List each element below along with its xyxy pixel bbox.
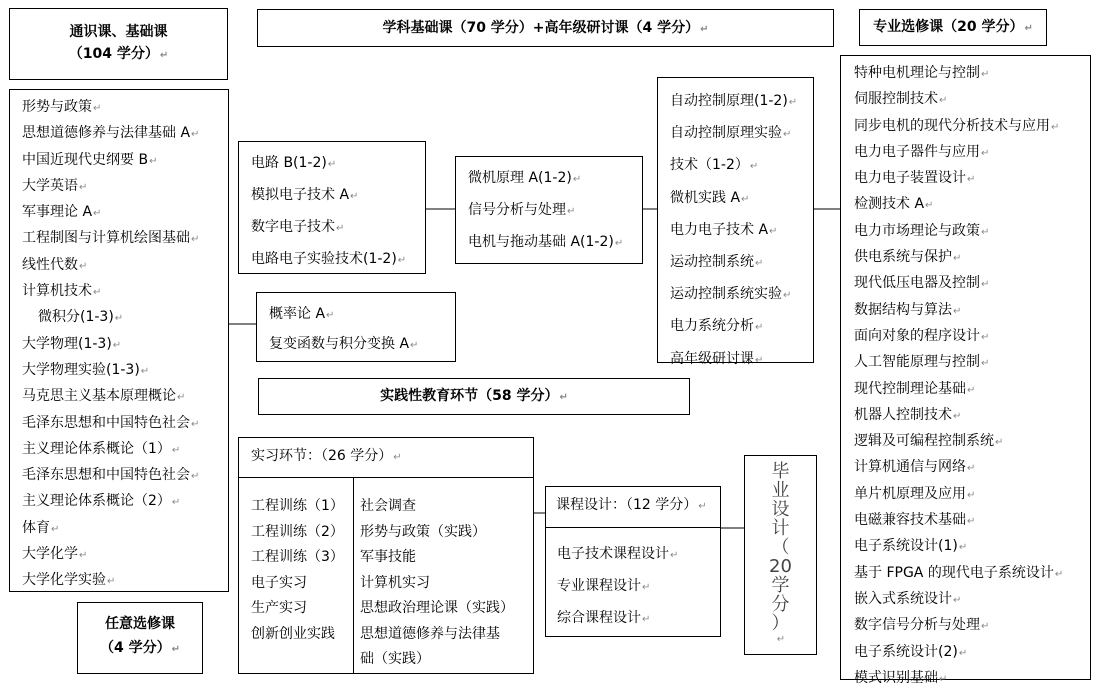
major-elective-item <box>854 350 1063 376</box>
internship-left-item <box>251 520 344 546</box>
circuit-courses-list <box>251 148 406 276</box>
course-design-item-label: 综合课程设计 <box>557 610 641 626</box>
paragraph-mark: ↵ <box>171 497 181 509</box>
general-course-item-label: 主义理论体系概论（2） <box>22 493 171 510</box>
course-design-box <box>545 486 721 637</box>
general-course-item-label: 马克思主义基本原理概论 <box>22 388 176 405</box>
general-course-item <box>22 358 199 384</box>
general-course-item-label: 计算机技术 <box>22 283 92 300</box>
major-elective-item <box>854 482 1063 508</box>
major-elective-item-label: 电力电子器件与应用 <box>854 143 980 160</box>
circuit-course-item <box>251 148 406 180</box>
major-elective-item-label: 数字信号分析与处理 <box>854 617 980 634</box>
control-course-item <box>670 215 797 247</box>
paragraph-mark: ↵ <box>953 253 962 265</box>
circuit-course-item-label: 电路 B(1-2) <box>251 155 327 171</box>
circuit-course-item-label: 模拟电子技术 A <box>251 187 350 203</box>
paragraph-mark: ↵ <box>326 310 335 321</box>
paragraph-mark: ↵ <box>953 594 962 606</box>
course-design-title: 课程设计：（12 学分）↵ <box>556 497 707 513</box>
general-course-item <box>22 568 199 594</box>
general-course-item-label: 线性代数 <box>22 256 78 273</box>
course-design-list <box>557 539 678 635</box>
internship-left-item <box>251 494 344 520</box>
paragraph-mark: ↵ <box>93 208 102 220</box>
internship-left-item <box>251 571 344 597</box>
paragraph-mark: ↵ <box>958 542 968 554</box>
paragraph-mark: ↵ <box>79 260 88 272</box>
general-course-item-label: 大学英语 <box>22 177 78 194</box>
major-elective-item <box>854 403 1063 429</box>
internship-right-item-label: 形势与政策（实践） <box>360 523 486 540</box>
internship-left-item-label: 工程训练（3） <box>251 549 344 565</box>
circuit-course-item <box>251 244 406 276</box>
discipline-courses-header: 学科基础课（70 学分）+高年级研讨课（4 学分）↵ <box>257 9 834 47</box>
internship-left-item-label: 电子实习 <box>251 574 307 591</box>
paragraph-mark: ↵ <box>981 331 990 343</box>
major-elective-item-label: 现代低压电器及控制 <box>854 275 980 292</box>
internship-left-item <box>251 622 344 648</box>
general-course-item-label: 大学物理实验(1-3) <box>22 361 140 378</box>
general-course-item <box>22 200 199 226</box>
math-course-item-label: 复变函数与积分变换 A <box>269 336 410 352</box>
major-elective-item <box>854 140 1063 166</box>
graduation-char: 毕 <box>771 461 790 482</box>
control-course-item-label: 自动控制原理实验 <box>670 125 782 142</box>
free-electives-line1: 任意选修课 <box>105 616 175 632</box>
general-course-item <box>22 279 199 305</box>
paragraph-mark: ↵ <box>572 174 582 185</box>
major-elective-item-label: 特种电机理论与控制 <box>854 65 980 81</box>
paragraph-mark: ↵ <box>755 258 764 270</box>
micro-course-item-label: 电机与拖动基础 A(1-2) <box>468 234 614 250</box>
general-course-item <box>22 226 199 252</box>
general-course-item <box>22 95 199 121</box>
general-course-item-label: 中国近现代史纲要 B <box>22 151 149 168</box>
major-elective-item-label: 电力电子装置设计 <box>854 170 966 187</box>
paragraph-mark: ↵ <box>191 418 200 430</box>
paragraph-mark: ↵ <box>981 69 990 80</box>
paragraph-mark: ↵ <box>783 290 792 302</box>
general-course-item-label: 大学化学 <box>22 546 78 563</box>
course-design-divider <box>546 527 721 528</box>
control-course-item <box>670 118 797 150</box>
paragraph-mark: ↵ <box>783 129 792 141</box>
internship-right-item-label: 社会调查 <box>360 498 416 514</box>
general-header-line1: 通识课、基础课 <box>69 24 168 40</box>
control-course-item <box>670 279 797 311</box>
circuit-course-item-label: 数字电子技术 <box>251 219 335 235</box>
general-course-item-label: 微积分(1-3) <box>38 309 114 326</box>
graduation-char: ） <box>771 613 790 634</box>
major-elective-item-label: 逻辑及可编程控制系统 <box>854 433 994 450</box>
general-course-item-label: 形势与政策 <box>22 99 92 115</box>
course-design-item-label: 专业课程设计 <box>557 578 641 594</box>
control-course-item <box>670 150 797 182</box>
control-courses-box <box>657 77 814 367</box>
general-courses-header <box>9 8 228 80</box>
graduation-char: 分 <box>771 594 790 615</box>
internship-left-item-label: 生产实习 <box>251 600 307 616</box>
paragraph-mark: ↵ <box>967 463 976 475</box>
major-elective-item-label: 电子系统设计(2) <box>854 643 958 660</box>
internship-right-item-label: 军事技能 <box>360 549 416 565</box>
graduation-char: 业 <box>771 480 790 501</box>
internship-right-list <box>360 494 514 673</box>
paragraph-mark: ↵ <box>567 206 576 217</box>
major-elective-item-label: 同步电机的现代分析技术与应用 <box>854 117 1050 134</box>
micro-courses-box <box>455 156 643 264</box>
paragraph-mark: ↵ <box>93 103 102 114</box>
internship-right-item <box>360 520 514 546</box>
general-course-item <box>22 384 199 410</box>
major-elective-item-label: 人工智能原理与控制 <box>854 354 980 371</box>
graduation-char: 计 <box>771 518 790 539</box>
major-elective-item <box>854 271 1063 297</box>
course-design-item <box>557 571 678 603</box>
control-course-item <box>670 183 797 215</box>
paragraph-mark: ↵ <box>981 621 990 633</box>
paragraph-mark: ↵ <box>741 193 750 205</box>
major-elective-item <box>854 245 1063 271</box>
control-courses-list <box>670 86 797 376</box>
control-course-item <box>670 344 797 376</box>
paragraph-mark: ↵ <box>939 95 948 107</box>
course-design-item <box>557 539 678 571</box>
general-course-item <box>22 174 199 200</box>
major-electives-list <box>854 61 1063 692</box>
internship-right-item <box>360 622 514 648</box>
internship-right-item <box>360 647 514 673</box>
paragraph-mark: ↵ <box>327 159 337 170</box>
paragraph-mark: ↵ <box>953 305 962 317</box>
paragraph-mark: ↵ <box>177 392 186 404</box>
general-course-item-label: 毛泽东思想和中国特色社会 <box>22 414 190 431</box>
internship-right-item-label: 计算机实习 <box>360 574 430 591</box>
micro-course-item <box>468 195 623 227</box>
control-course-item-label: 高年级研讨课 <box>670 350 754 367</box>
paragraph-mark: ↵ <box>981 226 990 238</box>
general-course-item <box>22 253 199 279</box>
major-elective-item-label: 伺服控制技术 <box>854 91 938 108</box>
paragraph-mark: ↵ <box>191 129 200 141</box>
internship-right-item <box>360 545 514 571</box>
general-course-item <box>22 542 199 568</box>
internship-right-item-label: 思想政治理论课（实践） <box>360 600 514 616</box>
paragraph-mark: ↵ <box>1054 568 1064 580</box>
paragraph-mark: ↵ <box>171 444 181 456</box>
control-course-item <box>670 311 797 343</box>
graduation-char: （ <box>771 537 790 558</box>
major-elective-item <box>854 219 1063 245</box>
paragraph-mark: ↵ <box>967 489 976 501</box>
internship-left-item-label: 创新创业实践 <box>251 625 335 642</box>
general-course-item-label: 大学物理(1-3) <box>22 335 112 352</box>
paragraph-mark: ↵ <box>958 647 968 659</box>
paragraph-mark: ↵ <box>967 174 976 186</box>
major-elective-item <box>854 429 1063 455</box>
major-elective-item <box>854 61 1063 87</box>
internship-left-list <box>251 494 344 647</box>
internship-left-item-label: 工程训练（2） <box>251 523 344 540</box>
internship-right-item <box>360 494 514 520</box>
major-elective-item-label: 检测技术 A <box>854 196 925 213</box>
major-elective-item-label: 面向对象的程序设计 <box>854 327 980 344</box>
major-elective-item <box>854 534 1063 560</box>
general-header-line2: （104 学分）↵ <box>68 46 169 62</box>
math-course-item <box>269 330 418 360</box>
paragraph-mark: ↵ <box>967 384 976 396</box>
paragraph-mark: ↵ <box>953 410 962 422</box>
major-elective-item-label: 数据结构与算法 <box>854 301 952 318</box>
control-course-item-label: 运动控制系统实验 <box>670 286 782 303</box>
free-electives-box <box>77 602 203 674</box>
internship-box <box>238 437 534 674</box>
paragraph-mark: ↵ <box>642 614 651 625</box>
general-course-item <box>22 463 199 489</box>
paragraph-mark: ↵ <box>107 576 116 588</box>
major-elective-item <box>854 455 1063 481</box>
graduation-design-text <box>745 462 816 647</box>
general-course-item-label: 思想道德修养与法律基础 A <box>22 125 191 142</box>
paragraph-mark: ↵ <box>1051 121 1060 133</box>
graduation-char: 学 <box>771 575 790 596</box>
major-elective-item <box>854 114 1063 140</box>
paragraph-mark: ↵ <box>191 471 200 483</box>
internship-left-item <box>251 596 344 622</box>
major-elective-item <box>854 561 1063 587</box>
course-design-item <box>557 603 678 635</box>
circuit-courses-box <box>238 141 426 274</box>
micro-courses-list <box>468 163 623 259</box>
general-course-item-label: 工程制图与计算机绘图基础 <box>22 230 190 247</box>
paragraph-mark: ↵ <box>749 161 759 173</box>
internship-left-item <box>251 545 344 571</box>
practice-header: 实践性教育环节（58 学分）↵ <box>258 378 690 415</box>
major-elective-item-label: 模式识别基础 <box>854 669 938 686</box>
course-design-item-label: 电子技术课程设计 <box>557 546 669 562</box>
general-course-item-label: 大学化学实验 <box>22 572 106 589</box>
major-elective-item-label: 电子系统设计(1) <box>854 538 958 555</box>
major-elective-item <box>854 508 1063 534</box>
micro-course-item <box>468 163 623 195</box>
internship-right-item-label: 础（实践） <box>360 651 430 667</box>
paragraph-mark: ↵ <box>397 255 407 266</box>
paragraph-mark: ↵ <box>788 97 798 108</box>
general-course-item-label: 体育 <box>22 519 50 536</box>
paragraph-mark: ↵ <box>755 322 764 334</box>
paragraph-mark: ↵ <box>350 191 359 202</box>
micro-course-item-label: 信号分析与处理 <box>468 202 566 218</box>
general-courses-list <box>22 95 199 595</box>
major-elective-item-label: 现代控制理论基础 <box>854 380 966 397</box>
major-elective-item <box>854 298 1063 324</box>
graduation-design-box <box>744 455 817 655</box>
major-elective-item-label: 机器人控制技术 <box>854 406 952 423</box>
paragraph-mark: ↵ <box>755 354 764 366</box>
major-electives-box <box>840 55 1091 686</box>
math-course-item-label: 概率论 A <box>269 306 326 322</box>
general-course-item-label: 主义理论体系概论（1） <box>22 440 171 457</box>
control-course-item-label: 自动控制原理(1-2) <box>670 93 788 109</box>
internship-divider-v <box>353 477 354 674</box>
circuit-course-item <box>251 212 406 244</box>
major-elective-item-label: 嵌入式系统设计 <box>854 590 952 607</box>
general-course-item <box>22 305 199 331</box>
major-elective-item-label: 计算机通信与网络 <box>854 459 966 476</box>
major-elective-item <box>854 587 1063 613</box>
general-course-item <box>22 411 199 437</box>
control-course-item-label: 微机实践 A <box>670 189 741 206</box>
general-courses-box <box>9 89 229 592</box>
paragraph-mark: ↵ <box>336 223 345 234</box>
circuit-course-item-label: 电路电子实验技术(1-2) <box>251 251 397 267</box>
internship-divider-h <box>239 477 534 478</box>
control-course-item-label: 电力电子技术 A <box>670 221 769 238</box>
control-course-item <box>670 247 797 279</box>
micro-course-item-label: 微机原理 A(1-2) <box>468 170 572 186</box>
paragraph-mark: ↵ <box>981 358 990 370</box>
major-elective-item <box>854 166 1063 192</box>
paragraph-mark: ↵ <box>642 582 651 593</box>
paragraph-mark: ↵ <box>925 200 934 212</box>
paragraph-mark: ↵ <box>614 238 624 249</box>
major-elective-item <box>854 324 1063 350</box>
major-elective-item <box>854 87 1063 113</box>
graduation-char: 设 <box>771 499 790 520</box>
internship-right-item <box>360 596 514 622</box>
micro-course-item <box>468 227 623 259</box>
paragraph-mark: ↵ <box>410 340 419 351</box>
internship-left-item-label: 工程训练（1） <box>251 498 344 514</box>
major-elective-item-label: 电磁兼容技术基础 <box>854 512 966 529</box>
math-course-item <box>269 300 418 330</box>
general-course-item-label: 毛泽东思想和中国特色社会 <box>22 467 190 484</box>
general-course-item <box>22 148 199 174</box>
control-course-item-label: 电力系统分析 <box>670 318 754 335</box>
paragraph-mark: ↵ <box>79 550 88 562</box>
major-electives-header: 专业选修课（20 学分）↵ <box>859 9 1047 46</box>
general-course-item <box>22 516 199 542</box>
major-elective-item <box>854 377 1063 403</box>
paragraph-mark: ↵ <box>776 634 786 645</box>
major-elective-item-label: 电力市场理论与政策 <box>854 222 980 239</box>
control-course-item <box>670 86 797 118</box>
major-elective-item-label: 基于 FPGA 的现代电子系统设计 <box>854 564 1054 581</box>
paragraph-mark: ↵ <box>93 287 102 299</box>
major-elective-item-label: 单片机原理及应用 <box>854 485 966 502</box>
major-elective-item <box>854 613 1063 639</box>
paragraph-mark: ↵ <box>79 181 88 193</box>
internship-right-item <box>360 571 514 597</box>
general-course-item <box>22 332 199 358</box>
paragraph-mark: ↵ <box>769 225 778 237</box>
general-course-item <box>22 437 199 463</box>
major-elective-item <box>854 640 1063 666</box>
control-course-item-label: 技术（1-2） <box>670 157 749 174</box>
major-elective-item <box>854 666 1063 692</box>
internship-title: 实习环节：（26 学分）↵ <box>251 448 402 464</box>
circuit-course-item <box>251 180 406 212</box>
general-course-item <box>22 121 199 147</box>
paragraph-mark: ↵ <box>981 279 990 291</box>
internship-right-item-label: 思想道德修养与法律基 <box>360 625 500 642</box>
graduation-char: 20 <box>769 556 792 577</box>
paragraph-mark: ↵ <box>995 437 1004 449</box>
major-elective-item <box>854 192 1063 218</box>
math-courses-box <box>256 292 456 362</box>
paragraph-mark: ↵ <box>112 339 122 351</box>
general-course-item-label: 军事理论 A <box>22 204 93 221</box>
paragraph-mark: ↵ <box>114 313 124 325</box>
paragraph-mark: ↵ <box>670 550 679 561</box>
math-courses-list <box>269 300 418 360</box>
paragraph-mark: ↵ <box>191 234 200 246</box>
paragraph-mark: ↵ <box>981 147 990 159</box>
paragraph-mark: ↵ <box>939 673 948 685</box>
general-course-item <box>22 489 199 515</box>
paragraph-mark: ↵ <box>51 523 60 535</box>
paragraph-mark: ↵ <box>140 365 150 377</box>
major-elective-item-label: 供电系统与保护 <box>854 249 952 266</box>
control-course-item-label: 运动控制系统 <box>670 254 754 271</box>
paragraph-mark: ↵ <box>149 155 158 167</box>
free-electives-line2: （4 学分）↵ <box>99 640 180 656</box>
paragraph-mark: ↵ <box>967 516 976 528</box>
